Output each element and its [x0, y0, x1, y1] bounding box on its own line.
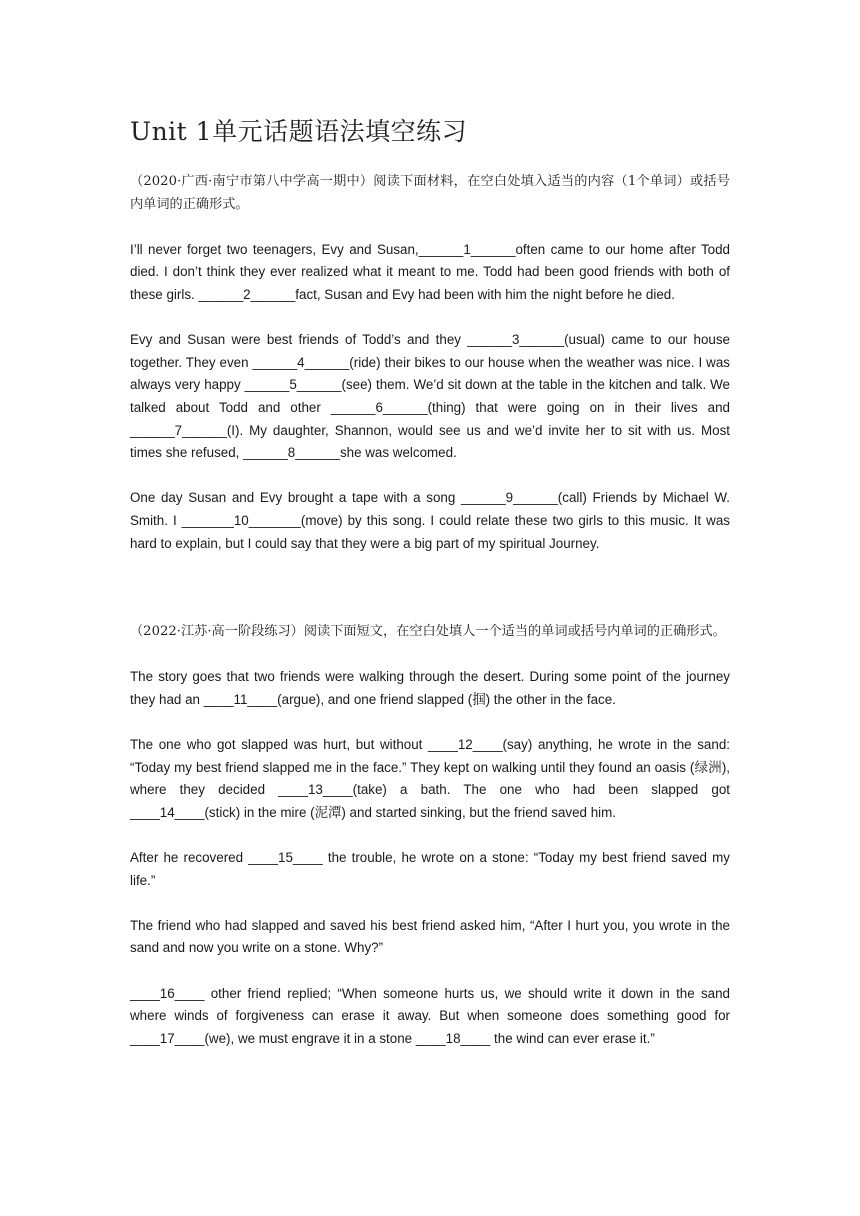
passage-paragraph: I’ll never forget two teenagers, Evy and Susan,______1______often came to our home after Todd died. I don’t think they ever realized what it meant to me. Todd had been good friends with both of these girls. ______2______fact, Susan and Evy had been with him the night before he died.: [130, 241, 730, 302]
page-title: Unit 1单元话题语法填空练习: [130, 117, 468, 146]
passage-paragraph: Evy and Susan were best friends of Todd’s and they ______3______(usual) came to our house together. They even ______4______(ride) their bikes to our house when the weather was nice. I was always very happy ______5______(see) them. We’d sit down at the table in the kitchen and talk. We talked about Todd and other ______6______(thing) that were going on in their lives and ______7______(I). My daughter, Shannon, would see us and we’d invite her to sit with us. Most times she refused, ______8______she was welcomed.: [130, 332, 730, 461]
passage-paragraph: The one who got slapped was hurt, but without ____12____(say) anything, he wrote in the sand: “Today my best friend slapped me in the face.” They kept on walking until they found an oasis (绿洲), where they decided ____13____(take) a bath. The one who had been slapped got ____14____(stick) in the mire (泥潭) and started sinking, but the friend saved him.: [130, 736, 730, 820]
exercise-section-1: [130, 171, 730, 555]
passage-paragraph: ____16____ other friend replied; “When someone hurts us, we should write it down in the sand where winds of forgiveness can erase it away. But when someone does something good for ____17____(we), we must engrave it in a stone ____18____ the wind can ever erase it.”: [130, 985, 730, 1046]
passage-paragraph: The story goes that two friends were walking through the desert. During some point of the journey they had an ____11____(argue), and one friend slapped (掴) the other in the face.: [130, 669, 730, 707]
passage-paragraph: One day Susan and Evy brought a tape with a song ______9______(call) Friends by Michael W. Smith. I _______10_______(move) by this song. I could relate these two girls to this music. It was hard to explain, but I could say that they were a big part of my spiritual Journey.: [130, 490, 730, 551]
exercise-section-2: [130, 621, 730, 1050]
passage-paragraph: The friend who had slapped and saved his best friend asked him, “After I hurt you, you wrote in the sand and now you write on a stone. Why?”: [130, 917, 730, 956]
passage-paragraph: After he recovered ____15____ the trouble, he wrote on a stone: “Today my best friend saved my life.”: [130, 849, 730, 888]
section-instruction: （2022·江苏·高一阶段练习）阅读下面短文，在空白处填人一个适当的单词或括号内单词的正确形式。: [130, 624, 726, 639]
section-instruction: （2020·广西·南宁市第八中学高一期中）阅读下面材料，在空白处填入适当的内容（1个单词）或括号内单词的正确形式。: [130, 174, 730, 212]
